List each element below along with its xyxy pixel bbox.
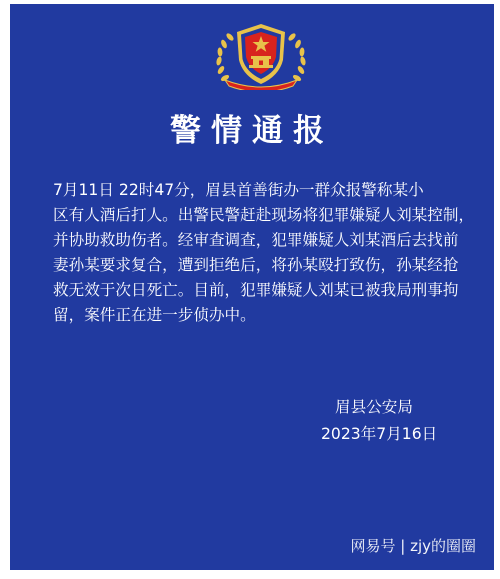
issuing-authority: 眉县公安局 <box>335 398 413 416</box>
source-watermark: 网易号 | zjy的圈圈 <box>350 537 476 555</box>
police-emblem-icon <box>211 20 311 90</box>
notice-panel <box>10 4 494 570</box>
issue-date: 2023年7月16日 <box>321 425 438 443</box>
notice-title: 警情通报 <box>170 113 334 149</box>
notice-body: 7月11日 22时47分，眉县首善街办一群众报警称某小 区有人酒后打人。出警民警赶赴现场将犯罪嫌疑人刘某控制， 并协助救助伤者。经审查调查，犯罪嫌疑人刘某酒后去找前 妻孙某要求复合，遭到拒绝后，将孙某殴打致伤，孙某经抢 救无效于次日死亡。目前，犯罪嫌疑人刘某已被我局刑事拘 留，案件正在进一步侦办中。 <box>53 181 475 324</box>
